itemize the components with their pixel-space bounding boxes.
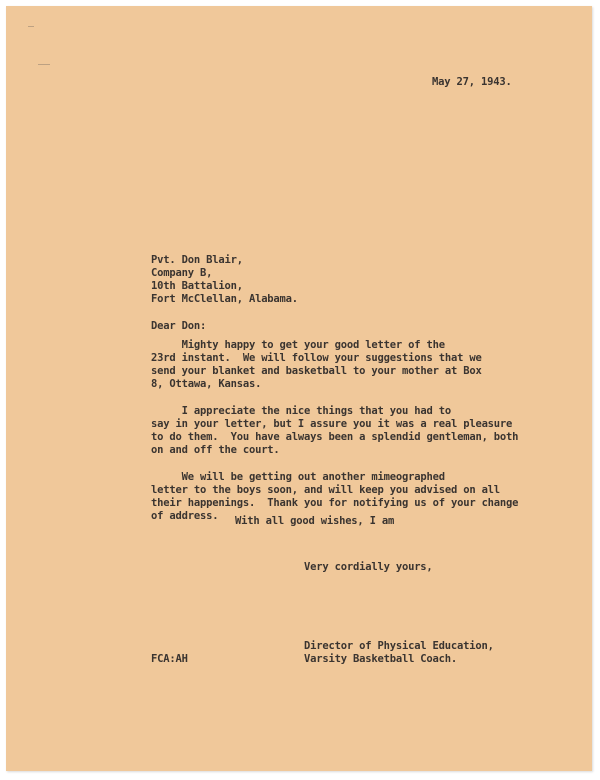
signature-title: Varsity Basketball Coach.: [304, 653, 458, 665]
paragraph-line: of address.: [151, 510, 219, 522]
address-line: Company B,: [151, 267, 213, 279]
paragraph-line: letter to the boys soon, and will keep you advised on all: [151, 484, 500, 496]
paragraph-line: say in your letter, but I assure you it was a real pleasure: [151, 418, 513, 430]
paragraph-line: their happenings. Thank you for notifying us of your change: [151, 497, 519, 509]
address-line: Fort McClellan, Alabama.: [151, 293, 298, 305]
paragraph-line: Mighty happy to get your good letter of the: [151, 339, 445, 351]
paragraph-line: 23rd instant. We will follow your suggestions that we: [151, 352, 482, 364]
paper-mark: [28, 26, 34, 27]
address-line: 10th Battalion,: [151, 280, 243, 292]
letter-date: May 27, 1943.: [432, 76, 512, 88]
paragraph-line: to do them. You have always been a splendid gentleman, both: [151, 431, 519, 443]
paragraph-line: 8, Ottawa, Kansas.: [151, 378, 262, 390]
address-line: Pvt. Don Blair,: [151, 254, 243, 266]
paragraph-line: send your blanket and basketball to your mother at Box: [151, 365, 482, 377]
paragraph-line: on and off the court.: [151, 444, 280, 456]
signature-title: Director of Physical Education,: [304, 640, 494, 652]
complimentary-close: Very cordially yours,: [304, 561, 433, 573]
letter-page: [6, 6, 592, 771]
paper-mark: [38, 64, 50, 65]
closing-wishes: With all good wishes, I am: [235, 515, 395, 527]
typist-initials: FCA:AH: [151, 653, 188, 665]
paragraph-line: We will be getting out another mimeographed: [151, 471, 445, 483]
salutation: Dear Don:: [151, 320, 207, 332]
paragraph-line: I appreciate the nice things that you had to: [151, 405, 451, 417]
